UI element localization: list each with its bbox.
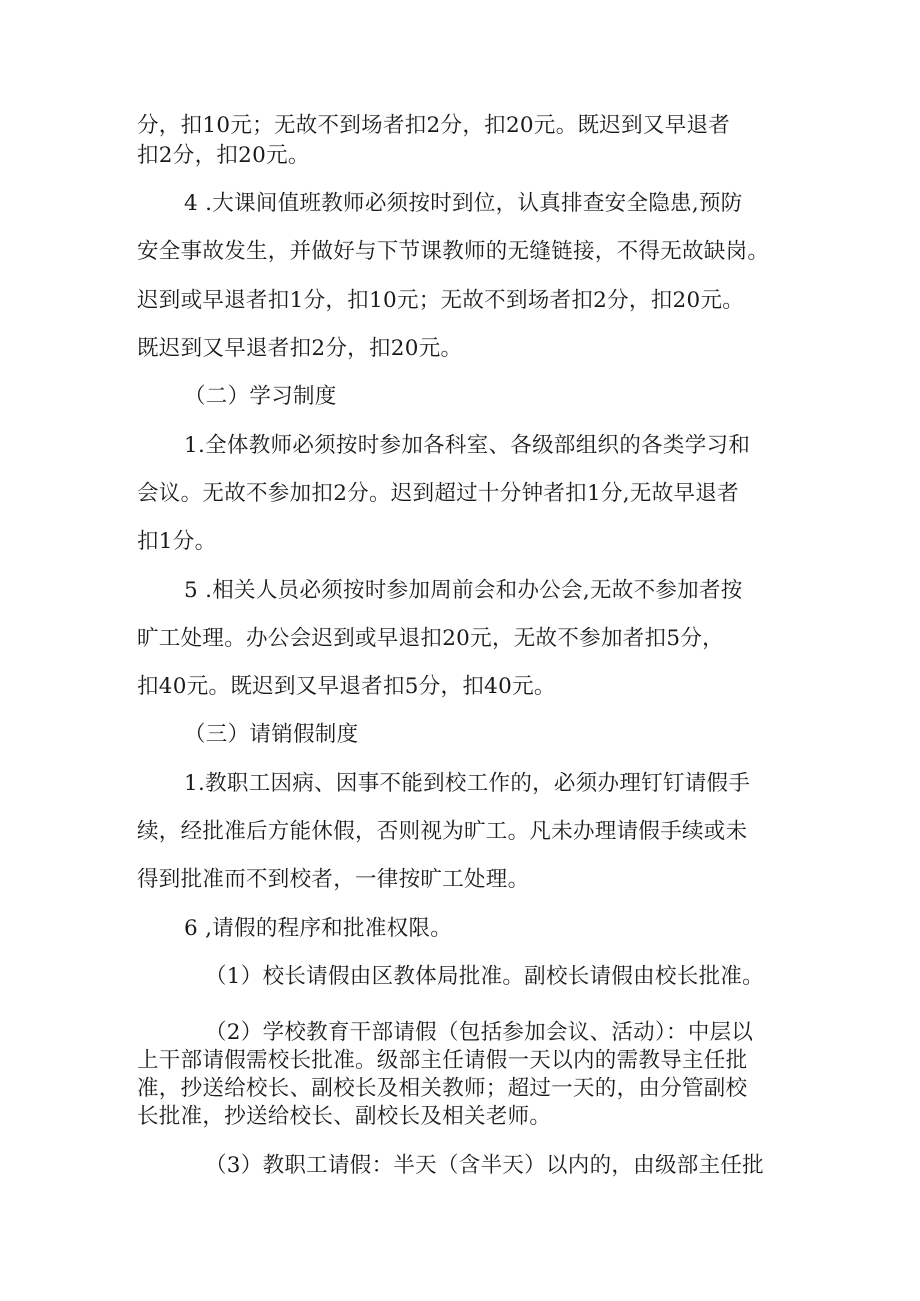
text-line: 扣2分，扣20元。: [137, 143, 310, 168]
text-line: 4 .大课间值班教师必须按时到位，认真排查安全隐患,预防: [184, 191, 743, 216]
text-line: 长批准，抄送给校长、副校长及相关老师。: [137, 1104, 552, 1129]
section-heading: （三）请销假制度: [184, 722, 359, 747]
text-line: （2）学校教育干部请假（包括参加会议、活动）：中层以: [205, 1020, 754, 1045]
text-line: 旷工处理。办公会迟到或早退扣20元，无故不参加者扣5分，: [137, 626, 724, 651]
text-line: 上干部请假需校长批准。级部主任请假一天以内的需教导主任批: [137, 1048, 748, 1073]
text-line: 1.教职工因病、因事不能到校工作的，必须办理钉钉请假手: [184, 771, 751, 796]
text-line: （1）校长请假由区教体局批准。副校长请假由校长批准。: [205, 964, 764, 989]
text-line: 1.全体教师必须按时参加各科室、各级部组织的各类学习和: [184, 433, 751, 458]
text-line: 扣1分。: [137, 529, 217, 554]
text-line: 迟到或早退者扣1分，扣10元；无故不到场者扣2分，扣20元。: [137, 288, 745, 313]
text-line: 安全事故发生，并做好与下节课教师的无缝链接，不得无故缺岗。: [137, 239, 770, 264]
text-line: 得到批准而不到校者，一律按旷工处理。: [137, 867, 530, 892]
text-line: （3）教职工请假：半天（含半天）以内的，由级部主任批: [205, 1153, 764, 1178]
text-line: 5 .相关人员必须按时参加周前会和办公会,无故不参加者按: [184, 578, 743, 603]
text-line: 续，经批准后方能休假，否则视为旷工。凡未办理请假手续或未: [137, 819, 748, 844]
text-line: 准，抄送给校长、副校长及相关教师；超过一天的，由分管副校: [137, 1076, 748, 1101]
text-line: 既迟到又早退者扣2分，扣20元。: [137, 336, 463, 361]
section-heading: （二）学习制度: [184, 384, 337, 409]
text-line: 会议。无故不参加扣2分。迟到超过十分钟者扣1分,无故早退者: [137, 481, 739, 506]
text-line: 分，扣10元；无故不到场者扣2分，扣20元。既迟到又早退者: [137, 113, 731, 138]
text-line: 扣40元。既迟到又早退者扣5分，扣40元。: [137, 674, 556, 699]
text-line: 6 ,请假的程序和批准权限。: [184, 916, 453, 941]
